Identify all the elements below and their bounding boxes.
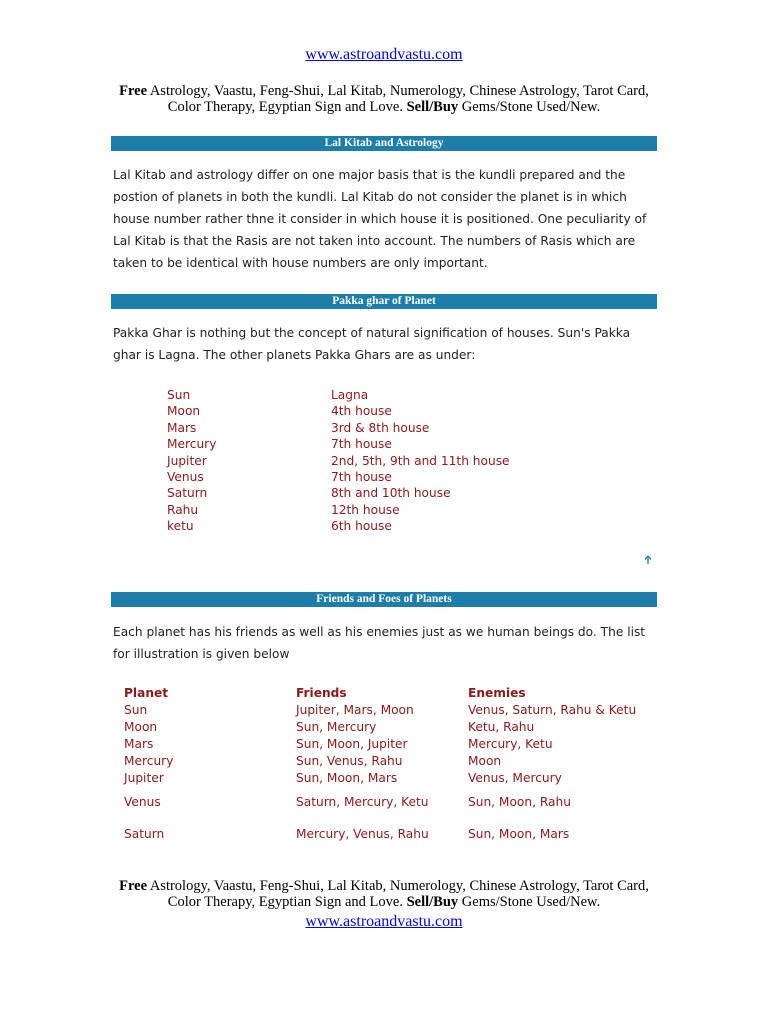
planet-name: Jupiter — [124, 771, 164, 785]
house-value: 6th house — [331, 519, 392, 534]
house-value: 12th house — [331, 502, 400, 517]
section1-body: Lal Kitab and astrology differ on one major basis that is the kundli prepared and the postion of planets in both the kundli. Lal Kitab do not consider the planet is in which house number rather thne it consider in which house it is positioned. One peculiarity of Lal Kitab is that the Rasis are not taken into account. The numbers of Rasis which are taken to be identical with house numbers are only important. — [113, 168, 647, 270]
promo-sellbuy-label: Sell/Buy — [406, 894, 459, 910]
planet-name: Mars — [124, 737, 154, 751]
header-friends: Friends — [296, 686, 347, 700]
enemies-value: Ketu, Rahu — [468, 720, 535, 734]
planet-name: Saturn — [124, 827, 165, 841]
enemies-value: Venus, Saturn, Rahu & Ketu — [468, 703, 637, 717]
pakka-ghar-table — [167, 388, 567, 538]
planet-name: Moon — [124, 720, 158, 734]
friends-value: Sun, Mercury — [296, 720, 377, 734]
house-value: 3rd & 8th house — [331, 420, 430, 435]
back-to-top-button[interactable] — [642, 555, 654, 567]
planet-name: Venus — [124, 795, 161, 809]
promo-bottom — [110, 878, 658, 910]
house-value: 8th and 10th house — [331, 486, 451, 501]
friends-value: Mercury, Venus, Rahu — [296, 827, 429, 841]
planet-name: ketu — [167, 519, 194, 534]
enemies-value: Mercury, Ketu — [468, 737, 553, 751]
header — [0, 46, 768, 64]
house-value: 7th house — [331, 470, 392, 484]
planet-name: Rahu — [167, 502, 199, 517]
section2-body: Pakka Ghar is nothing but the concept of natural signification of houses. Sun's Pakka ghar is Lagna. The other planets Pakka Ghars are as under: — [113, 326, 631, 362]
friends-value: Sun, Moon, Mars — [296, 771, 398, 785]
planet-name: Mars — [167, 420, 197, 435]
header-planet: Planet — [124, 686, 169, 700]
enemies-value: Moon — [468, 754, 502, 768]
planet-name: Saturn — [167, 486, 208, 501]
promo-text-1: Astrology, Vaastu, Feng-Shui, Lal Kitab, Numerology, Chinese Astrology, Tarot Card, Color Therapy, Egyptian Sign and Love. — [147, 83, 649, 115]
promo-free-label: Free — [119, 83, 148, 99]
planet-name: Sun — [124, 703, 148, 717]
section3-body: Each planet has his friends as well as his enemies just as we human beings do. The list for illustration is given below — [113, 625, 646, 661]
house-value: 4th house — [331, 404, 392, 419]
promo-free-label: Free — [119, 878, 148, 894]
enemies-value: Sun, Moon, Mars — [468, 827, 570, 841]
friends-value: Saturn, Mercury, Ketu — [296, 795, 429, 809]
planet-name: Sun — [167, 388, 191, 402]
section-title-friends-foes: Friends and Foes of Planets — [111, 592, 657, 607]
planet-name: Mercury — [124, 754, 174, 768]
site-link-bottom[interactable]: www.astroandvastu.com — [305, 913, 463, 930]
friends-foes-table — [124, 686, 664, 846]
friends-value: Jupiter, Mars, Moon — [296, 703, 414, 717]
promo-top — [110, 83, 658, 115]
section-title-pakka-ghar: Pakka ghar of Planet — [111, 294, 657, 309]
enemies-value: Venus, Mercury — [468, 771, 562, 785]
friends-value: Sun, Venus, Rahu — [296, 754, 403, 768]
planet-name: Moon — [167, 404, 201, 419]
promo-text-2: Gems/Stone Used/New. — [458, 99, 601, 115]
friends-value: Sun, Moon, Jupiter — [296, 737, 408, 751]
enemies-value: Sun, Moon, Rahu — [468, 795, 571, 809]
promo-text-1: Astrology, Vaastu, Feng-Shui, Lal Kitab, Numerology, Chinese Astrology, Tarot Card, Color Therapy, Egyptian Sign and Love. — [147, 878, 649, 910]
header-enemies: Enemies — [468, 686, 526, 700]
site-link-top[interactable]: www.astroandvastu.com — [305, 46, 463, 63]
planet-name: Venus — [167, 470, 204, 484]
section-title-lal-kitab: Lal Kitab and Astrology — [111, 136, 657, 151]
footer — [0, 913, 768, 931]
planet-name: Jupiter — [167, 453, 207, 468]
house-value: 2nd, 5th, 9th and 11th house — [331, 453, 510, 468]
promo-text-2: Gems/Stone Used/New. — [458, 894, 601, 910]
planet-name: Mercury — [167, 437, 217, 452]
house-value: 7th house — [331, 437, 392, 452]
promo-sellbuy-label: Sell/Buy — [406, 99, 459, 115]
house-value: Lagna — [331, 388, 369, 402]
arrow-up-icon — [643, 555, 653, 565]
